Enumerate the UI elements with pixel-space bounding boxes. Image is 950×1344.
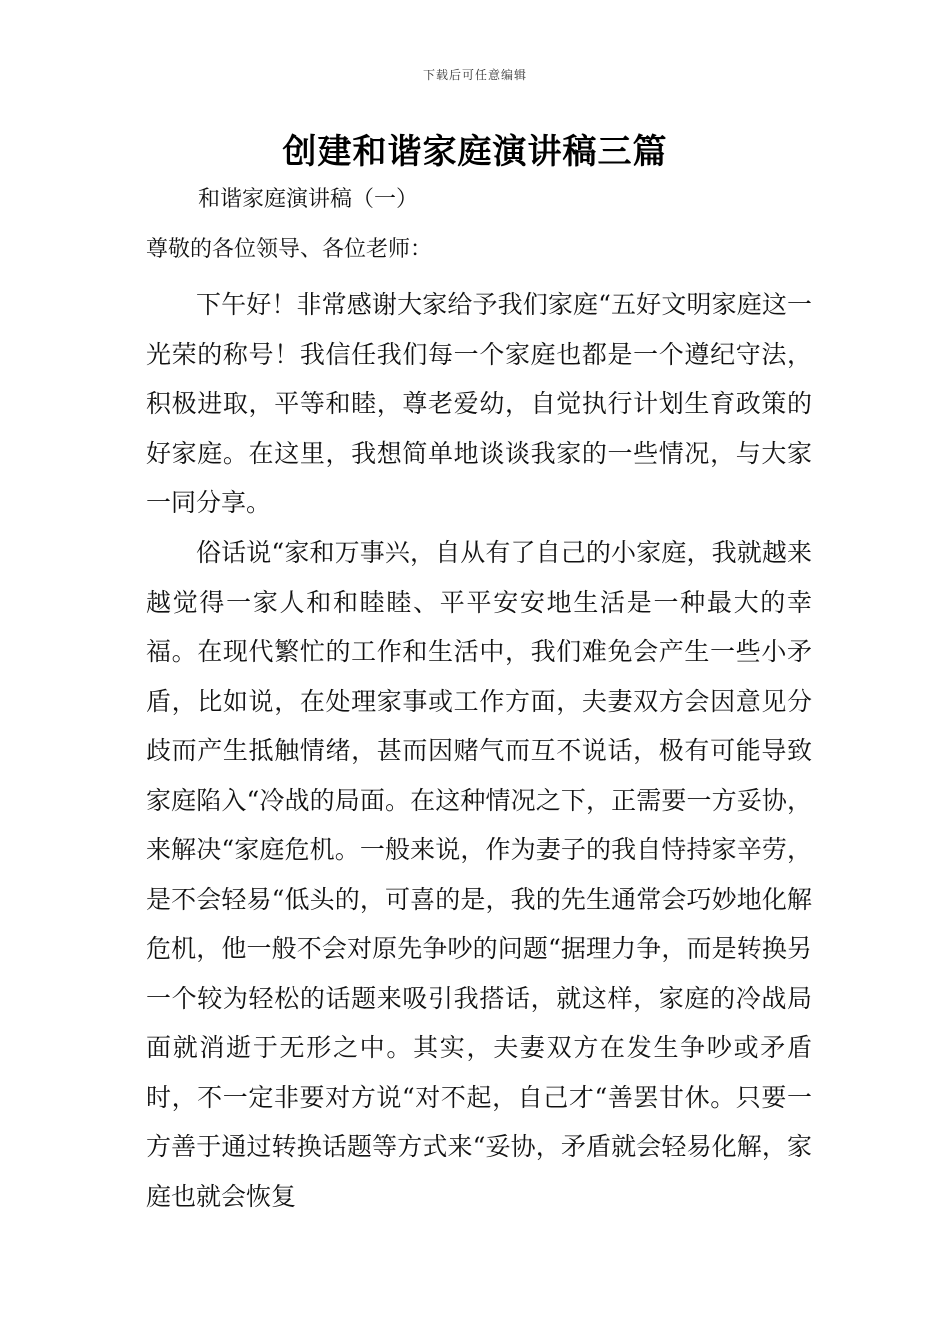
speech-subtitle: 和谐家庭演讲稿（一）: [198, 187, 419, 212]
salutation: 尊敬的各位领导、各位老师：: [146, 237, 433, 262]
body-paragraph-2: 俗话说“家和万事兴，自从有了自己的小家庭，我就越来越觉得一家人和和睦睦、平平安安地生活是一种最大的幸福。在现代繁忙的工作和生活中，我们难免会产生一些小矛盾，比如说，在处理家事或工作方面，夫妻双方会因意见分歧而产生抵触情绪，甚而因赌气而互不说话，极有可能导致家庭陷入“冷战的局面。在这种情况之下，正需要一方妥协，来解决“家庭危机。一般来说，作为妻子的我自恃持家辛劳，是不会轻易“低头的，可喜的是，我的先生通常会巧妙地化解危机，他一般不会对原先争吵的问题“据理力争，而是转换另一个较为轻松的话题来吸引我搭话，就这样，家庭的冷战局面就消逝于无形之中。其实，夫妻双方在发生争吵或矛盾时，不一定非要对方说“对不起，自己才“善罢甘休。只要一方善于通过转换话题等方式来“妥协，矛盾就会轻易化解，家庭也就会恢复: [146, 538, 812, 1211]
document-title: 创建和谐家庭演讲稿三篇: [282, 132, 668, 172]
header-note: 下载后可任意编辑: [422, 68, 527, 82]
body-paragraph-1: 下午好！非常感谢大家给予我们家庭“五好文明家庭这一光荣的称号！我信任我们每一个家庭也都是一个遵纪守法，积极进取，平等和睦，尊老爱幼，自觉执行计划生育政策的好家庭。在这里，我想简单地谈谈我家的一些情况，与大家一同分享。: [146, 290, 812, 517]
